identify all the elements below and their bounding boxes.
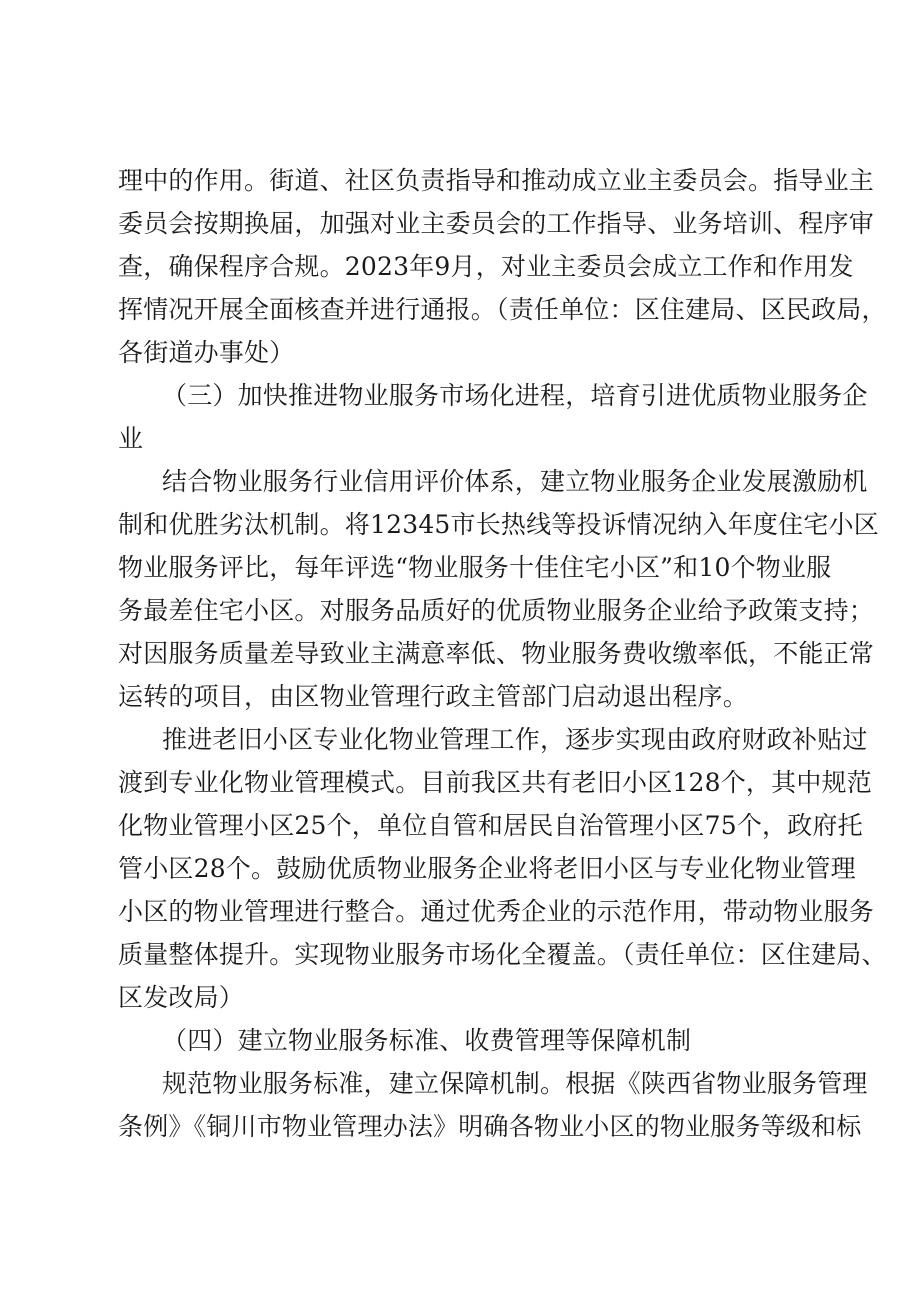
section-heading-3-cont: 业 bbox=[118, 424, 144, 453]
paragraph-first-line: 结合物业服务行业信用评价体系，建立物业服务企业发展激励机 bbox=[162, 467, 868, 496]
paragraph-first-line: 推进老旧小区专业化物业管理工作，逐步实现由政府财政补贴过 bbox=[162, 725, 868, 754]
body-line: 各街道办事处） bbox=[118, 338, 295, 367]
body-line: 区发改局） bbox=[118, 983, 245, 1012]
body-line: 理中的作用。街道、社区负责指导和推动成立业主委员会。指导业主 bbox=[118, 166, 875, 195]
body-line: 制和优胜劣汰机制。将12345市长热线等投诉情况纳入年度住宅小区 bbox=[118, 510, 879, 539]
body-line: 条例》《铜川市物业管理办法》明确各物业小区的物业服务等级和标 bbox=[118, 1112, 862, 1141]
body-line: 渡到专业化物业管理模式。目前我区共有老旧小区128个，其中规范 bbox=[118, 768, 872, 797]
section-heading-4: （四）建立物业服务标准、收费管理等保障机制 bbox=[162, 1026, 692, 1055]
body-line: 管小区28个。鼓励优质物业服务企业将老旧小区与专业化物业管理 bbox=[118, 854, 856, 883]
body-line: 查，确保程序合规。2023年9月，对业主委员会成立工作和作用发 bbox=[118, 252, 854, 281]
body-line: 务最差住宅小区。对服务品质好的优质物业服务企业给予政策支持； bbox=[118, 596, 875, 625]
section-heading-3: （三）加快推进物业服务市场化进程，培育引进优质物业服务企 bbox=[162, 381, 868, 410]
body-line: 质量整体提升。实现物业服务市场化全覆盖。（责任单位：区住建局、 bbox=[118, 940, 887, 969]
body-line: 挥情况开展全面核查并进行通报。（责任单位：区住建局、区民政局， bbox=[118, 295, 887, 324]
body-line: 对因服务质量差导致业主满意率低、物业服务费收缴率低，不能正常 bbox=[118, 639, 875, 668]
body-line: 物业服务评比，每年评选“物业服务十佳住宅小区”和10个物业服 bbox=[118, 553, 832, 582]
body-line: 化物业管理小区25个，单位自管和居民自治管理小区75个，政府托 bbox=[118, 811, 863, 840]
body-line: 委员会按期换届，加强对业主委员会的工作指导、业务培训、程序审 bbox=[118, 209, 875, 238]
body-line: 小区的物业管理进行整合。通过优秀企业的示范作用，带动物业服务 bbox=[118, 897, 875, 926]
paragraph-first-line: 规范物业服务标准，建立保障机制。根据《陕西省物业服务管理 bbox=[162, 1069, 868, 1098]
body-line: 运转的项目，由区物业管理行政主管部门启动退出程序。 bbox=[118, 682, 749, 711]
